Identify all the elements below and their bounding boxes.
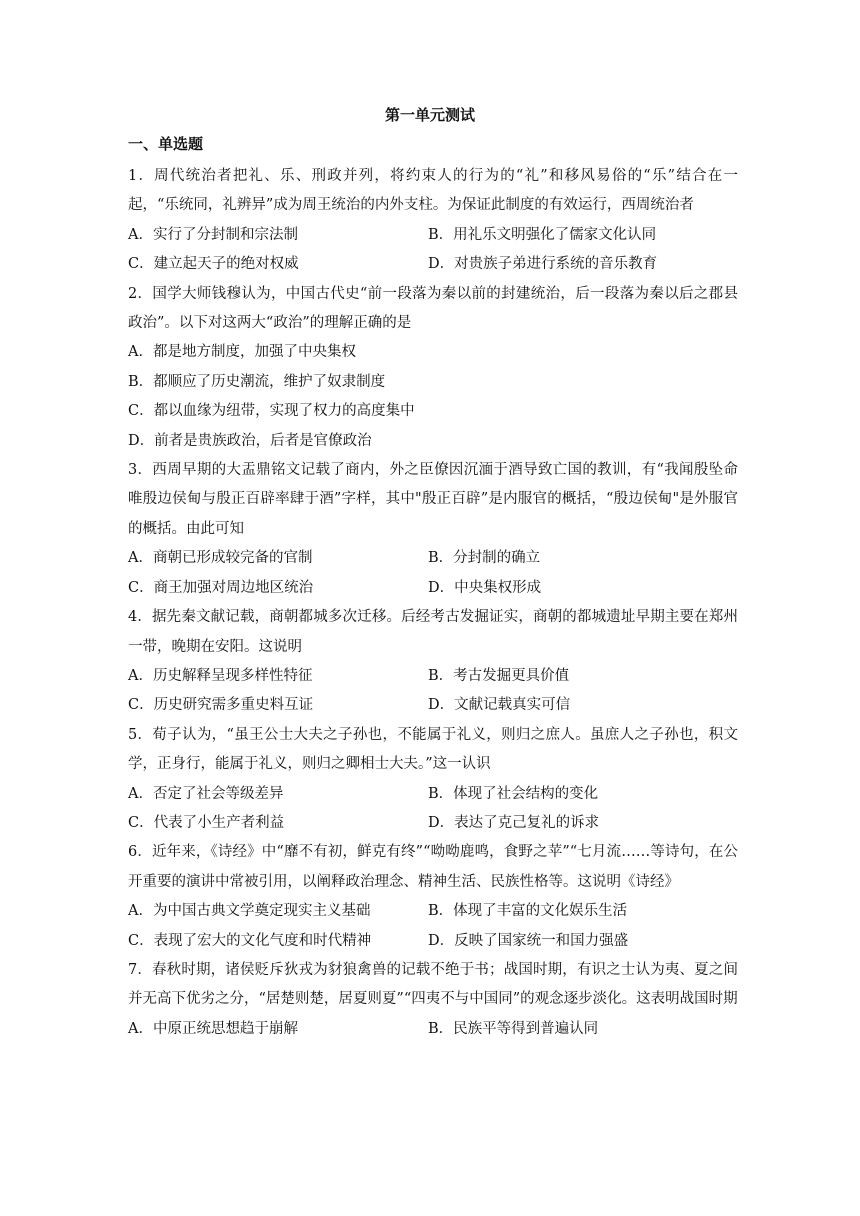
option-b: B．考古发掘更具价值: [428, 667, 570, 684]
option-b: B．分封制的确立: [428, 550, 541, 567]
question-5: [128, 721, 738, 839]
option-d: D．文献记载真实可信: [428, 697, 571, 714]
question-stem: 4．据先秦文献记载，商朝都城多次迁移。后经考古发掘证实，商朝的都城遗址早期主要在郑州一带，晚期在安阳。这说明: [128, 609, 738, 655]
option-c: C．代表了小生产者利益: [128, 814, 285, 831]
question-1: [128, 162, 738, 280]
options-row: [128, 544, 738, 573]
option-a: A．历史解释呈现多样性特征: [128, 667, 313, 684]
question-4: [128, 603, 738, 721]
option-b: B．民族平等得到普遍认同: [428, 1020, 599, 1037]
option-c: C．都以血缘为纽带，实现了权力的高度集中: [128, 403, 415, 420]
question-3: [128, 456, 738, 603]
options-row: [128, 691, 738, 720]
option-d: D．前者是贵族政治，后者是官僚政治: [128, 432, 372, 449]
option-b: B．都顺应了历史潮流，维护了奴隶制度: [128, 373, 386, 390]
question-6: [128, 838, 738, 956]
question-stem: 7．春秋时期，诸侯贬斥狄戎为豺狼禽兽的记载不绝于书；战国时期，有识之士认为夷、夏之间并无高下优劣之分，“居楚则楚，居夏则夏”“四夷不与中国同”的观念逐步淡化。这表明战国时期: [128, 961, 738, 1008]
option-c: C．历史研究需多重史料互证: [128, 697, 314, 714]
option-d: D．对贵族子弟进行系统的音乐教育: [428, 256, 658, 273]
question-stem: 3．西周早期的大盂鼎铭文记载了商内，外之臣僚因沉湎于酒导致亡国的教训，有“我闻殷坠命唯殷边侯甸与殷正百辟率肆于酒”字样，其中"殷正百辟”是内服官的概括，“殷边侯甸"是外服官的概括。由此可知: [128, 462, 738, 537]
options-row: [128, 927, 738, 956]
options-row: [128, 574, 738, 603]
option-c: C．表现了宏大的文化气度和时代精神: [128, 932, 372, 949]
option-d: D．表达了克己复礼的诉求: [428, 814, 600, 831]
option-a: A．实行了分封制和宗法制: [128, 226, 298, 243]
option-d: D．中央集权形成: [428, 579, 542, 596]
section-heading: 一、单选题: [128, 135, 204, 153]
option-d: D．反映了国家统一和国力强盛: [428, 932, 629, 949]
option-b: B．体现了丰富的文化娱乐生活: [428, 903, 628, 920]
question-stem: 5．荀子认为，“虽王公士大夫之子孙也，不能属于礼义，则归之庶人。虽庶人之子孙也，积文学，正身行，能属于礼义，则归之卿相士大夫。”这一认识: [128, 726, 738, 773]
question-2: [128, 280, 738, 456]
option-a: A．都是地方制度，加强了中央集权: [128, 344, 356, 361]
options-row: [128, 662, 738, 691]
page-title: 第一单元测试: [384, 106, 475, 124]
options-row: [128, 897, 738, 926]
option-a: A．为中国古典文学奠定现实主义基础: [128, 903, 371, 920]
question-list: [128, 162, 738, 1044]
question-stem: 2．国学大师钱穆认为，中国古代史“前一段落为秦以前的封建统治，后一段落为秦以后之郡县政治”。以下对这两大“政治”的理解正确的是: [128, 285, 738, 332]
options-row: [128, 221, 738, 250]
question-stem: 1．周代统治者把礼、乐、刑政并列，将约束人的行为的“礼”和移风易俗的“乐”结合在一起，“乐统同，礼辨异”成为周王统治的内外支柱。为保证此制度的有效运行，西周统治者: [128, 168, 738, 214]
option-b: B．体现了社会结构的变化: [428, 785, 599, 802]
question-stem: 6．近年来，《诗经》中“靡不有初，鲜克有终”“呦呦鹿鸣，食野之苹”“七月流……等诗句，在公开重要的演讲中常被引用，以阐释政治理念、精神生活、民族性格等。这说明《诗经》: [128, 844, 738, 890]
option-a: A．否定了社会等级差异: [128, 785, 284, 802]
option-c: C．建立起天子的绝对权威: [128, 256, 299, 273]
option-a: A．中原正统思想趋于崩解: [128, 1020, 298, 1037]
option-a: A．商朝已形成较完备的官制: [128, 550, 313, 567]
options-row: [128, 1015, 738, 1044]
options-row: [128, 250, 738, 279]
option-b: B．用礼乐文明强化了儒家文化认同: [428, 226, 657, 243]
options-row: [128, 809, 738, 838]
option-c: C．商王加强对周边地区统治: [128, 579, 314, 596]
options-row: [128, 780, 738, 809]
question-7: [128, 956, 738, 1044]
